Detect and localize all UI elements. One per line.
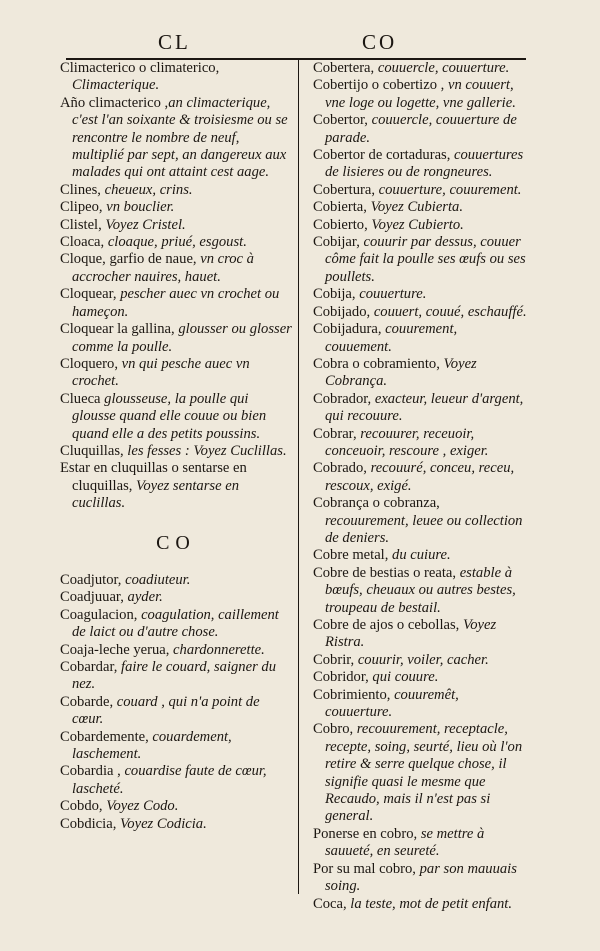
dictionary-entry xyxy=(313,495,527,547)
headword: Cobija, xyxy=(313,286,360,303)
headword: Clistel, xyxy=(60,216,106,233)
definition: recouurer, receuoir, conceuoir, rescoure , exiger. xyxy=(325,425,489,459)
definition: se mettre à sauueté, en seureté. xyxy=(325,825,485,860)
dictionary-entry xyxy=(60,391,292,443)
headword: Cobertera, xyxy=(313,60,378,76)
dictionary-entry xyxy=(60,694,292,729)
dictionary-entry xyxy=(313,669,527,686)
headword: Cobro, xyxy=(313,721,357,738)
definition: couuertures de lisieres ou de rongneures. xyxy=(325,147,524,181)
definition: glousser ou glosser comme la poulle. xyxy=(72,321,292,355)
headword: Cobra o cobramiento, xyxy=(313,355,444,372)
dictionary-entry xyxy=(313,896,527,913)
headword: Cobre de bestias o reata, xyxy=(313,564,460,581)
definition: couuerture. xyxy=(359,286,427,303)
headword: Cluquillas, xyxy=(60,442,128,459)
dictionary-entry xyxy=(60,286,292,321)
definition: Voyez Ristra. xyxy=(325,617,497,651)
dictionary-entry xyxy=(313,617,527,652)
definition: couard , qui n'a point de cœur. xyxy=(72,693,260,728)
definition: vn croc à accrocher nauires, hauet. xyxy=(72,251,254,285)
definition: couardise faute de cœur, lascheté. xyxy=(72,763,267,797)
dictionary-entry xyxy=(313,460,527,495)
dictionary-entry xyxy=(60,607,292,642)
left-entries-co xyxy=(60,572,292,833)
definition: vn qui pesche auec vn crochet. xyxy=(72,355,250,390)
headword: Clueca xyxy=(60,390,105,407)
definition: recouurement, receptacle, recepte, soing, seurté, lieu où l'on retire & serre quelque chose, il signifie quasi le mesme que Recaudo, mais il n'est pas si general. xyxy=(325,721,523,825)
definition: la teste, mot de petit enfant. xyxy=(350,895,513,912)
definition: couurement, couuement. xyxy=(325,321,458,355)
headword: Cloquero, xyxy=(60,355,122,372)
headword: Cloque, garfio de naue, xyxy=(60,251,201,268)
definition: du cuiure. xyxy=(392,547,451,564)
definition: cloaque, priué, esgoust. xyxy=(107,234,247,251)
headword: Cobridor, xyxy=(313,669,373,686)
dictionary-entry xyxy=(313,687,527,722)
definition: couuremêt, couuerture. xyxy=(325,686,459,721)
left-column xyxy=(60,60,292,833)
dictionary-entry xyxy=(313,199,527,216)
dictionary-entry xyxy=(313,391,527,426)
definition: coagulation, caillement de laict ou d'autre chose. xyxy=(72,606,279,641)
headword: Ponerse en cobro, xyxy=(313,825,421,842)
headword: Coca, xyxy=(313,895,351,912)
dictionary-entry xyxy=(313,826,527,861)
definition: vn couuert, vne loge ou logette, vne gallerie. xyxy=(325,77,516,111)
dictionary-entry xyxy=(60,321,292,356)
headword: Cobertor, xyxy=(313,112,372,129)
definition: chardonnerette. xyxy=(173,641,265,658)
definition: Voyez Cobrança. xyxy=(325,355,477,390)
definition: glousseuse, la poulle qui glousse quand elle couue ou bien quand elle a des petits poussins. xyxy=(72,390,267,442)
definition: couuercle, couuerture de parade. xyxy=(325,112,517,146)
dictionary-entry xyxy=(313,182,527,199)
left-entries xyxy=(60,60,292,513)
headword: Cobertijo o cobertizo , xyxy=(313,77,448,94)
dictionary-entry xyxy=(60,763,292,798)
definition: Voyez Cubierta. xyxy=(370,199,463,216)
definition: couardement, laschement. xyxy=(72,728,232,763)
headword: Cobijadura, xyxy=(313,321,386,338)
dictionary-entry xyxy=(60,460,292,512)
dictionary-entry xyxy=(313,112,527,147)
headword: Clines, xyxy=(60,181,105,198)
headword: Clipeo, xyxy=(60,199,107,216)
dictionary-entry xyxy=(60,659,292,694)
dictionary-entry xyxy=(60,60,292,95)
dictionary-entry xyxy=(60,199,292,216)
definition: faire le couard, saigner du nez. xyxy=(72,659,276,693)
dictionary-entry xyxy=(313,147,527,182)
headword: Cobrador, xyxy=(313,390,375,407)
headword: Año climacterico , xyxy=(60,94,169,111)
dictionary-entry xyxy=(313,861,527,896)
dictionary-entry xyxy=(313,286,527,303)
definition: coadiuteur. xyxy=(125,571,191,588)
dictionary-entry xyxy=(60,443,292,460)
definition: ayder. xyxy=(127,589,163,606)
dictionary-entry xyxy=(313,721,527,825)
definition: recouuré, conceu, receu, rescoux, exigé. xyxy=(325,460,515,494)
definition: couuerture, couurement. xyxy=(378,181,522,198)
definition: Climacterique. xyxy=(72,77,160,94)
dictionary-entry xyxy=(313,356,527,391)
headword: Por su mal cobro, xyxy=(313,860,420,877)
headword: Estar en cluquillas o sentarse en cluquillas, xyxy=(60,460,247,494)
dictionary-entry xyxy=(60,356,292,391)
headword: Coadjutor, xyxy=(60,571,126,588)
headword: Cobardia , xyxy=(60,763,125,780)
headword: Cloaca, xyxy=(60,234,108,251)
definition: exacteur, leueur d'argent, qui recouure. xyxy=(325,390,524,425)
dictionary-entry xyxy=(313,321,527,356)
dictionary-entry xyxy=(313,60,527,77)
definition: cheueux, crins. xyxy=(104,181,193,198)
dictionary-entry xyxy=(60,816,292,833)
definition: qui couure. xyxy=(372,669,439,686)
headword: Coadjuuar, xyxy=(60,589,128,606)
definition: Voyez sentarse en cuclillas. xyxy=(72,477,239,512)
dictionary-entry xyxy=(313,217,527,234)
headword: Cobre metal, xyxy=(313,547,393,564)
dictionary-entry xyxy=(60,642,292,659)
running-head-right: CO xyxy=(362,30,398,54)
headword: Cobertura, xyxy=(313,181,379,198)
headword: Cobdo, xyxy=(60,798,107,815)
definition: couuercle, couuerture. xyxy=(377,60,510,76)
headword: Cloquear, xyxy=(60,286,121,303)
definition: Voyez Cubierto. xyxy=(371,216,464,233)
section-heading: CO xyxy=(156,531,196,554)
right-entries xyxy=(313,60,527,913)
dictionary-entry xyxy=(313,652,527,669)
definition: vn bouclier. xyxy=(106,199,175,216)
definition: Voyez Codo. xyxy=(106,798,179,815)
definition: couurir, voiler, cacher. xyxy=(357,651,489,668)
column-divider xyxy=(298,58,299,894)
definition: couuert, couué, eschauffé. xyxy=(373,303,527,320)
definition: an climacterique, c'est l'an soixante & troisiesme ou se rencontre le nombre de neuf, multiplié par sept, an dangereux aux malades qui ont attaint cest aage. xyxy=(72,94,288,181)
dictionary-entry xyxy=(60,251,292,286)
dictionary-entry xyxy=(60,217,292,234)
headword: Cobardar, xyxy=(60,659,122,675)
headword: Cobrimiento, xyxy=(313,686,395,703)
dictionary-entry xyxy=(60,572,292,589)
dictionary-entry xyxy=(60,798,292,815)
definition: par son mauuais soing. xyxy=(325,860,517,895)
dictionary-entry xyxy=(60,95,292,182)
dictionary-entry xyxy=(313,547,527,564)
dictionary-entry xyxy=(313,565,527,617)
headword: Cobijado, xyxy=(313,303,374,320)
headword: Cobardemente, xyxy=(60,728,153,745)
definition: Voyez Cristel. xyxy=(105,216,186,233)
headword: Cobre de ajos o cebollas, xyxy=(313,617,463,633)
dictionary-entry xyxy=(313,304,527,321)
headword: Cloquear la gallina, xyxy=(60,321,179,338)
dictionary-entry xyxy=(313,77,527,112)
dictionary-entry xyxy=(60,234,292,251)
definition: les fesses : Voyez Cuclillas. xyxy=(127,442,287,459)
headword: Cobdicia, xyxy=(60,815,120,832)
headword: Cobierta, xyxy=(313,199,371,216)
headword: Cobierto, xyxy=(313,216,372,233)
headword: Coaja-leche yerua, xyxy=(60,641,174,658)
dictionary-entry xyxy=(60,589,292,606)
definition: Voyez Codicia. xyxy=(120,815,207,832)
headword: Cobijar, xyxy=(313,234,364,251)
headword: Cobrado, xyxy=(313,460,371,477)
headword: Cobertor de cortaduras, xyxy=(313,147,455,164)
headword: Cobrir, xyxy=(313,651,358,668)
headword: Cobrar, xyxy=(313,425,361,442)
dictionary-entry xyxy=(60,729,292,764)
dictionary-entry xyxy=(60,182,292,199)
definition: pescher auec vn crochet ou hameçon. xyxy=(72,286,280,320)
definition: estable à bœufs, cheuaux ou autres bestes, troupeau de bestail. xyxy=(325,564,516,616)
headword: Coagulacion, xyxy=(60,606,142,623)
definition: couurir par dessus, couuer côme fait la poulle ses œufs ou ses poullets. xyxy=(325,234,526,285)
headword: Cobarde, xyxy=(60,693,117,710)
headword: Climacterico o climaterico, xyxy=(60,60,220,76)
dictionary-entry xyxy=(313,426,527,461)
running-head-left: CL xyxy=(158,30,191,54)
headword: Cobrança o cobranza, xyxy=(313,495,440,512)
right-column xyxy=(313,60,527,913)
dictionary-entry xyxy=(313,234,527,286)
definition: recouurement, leuee ou collection de deniers. xyxy=(325,512,523,546)
